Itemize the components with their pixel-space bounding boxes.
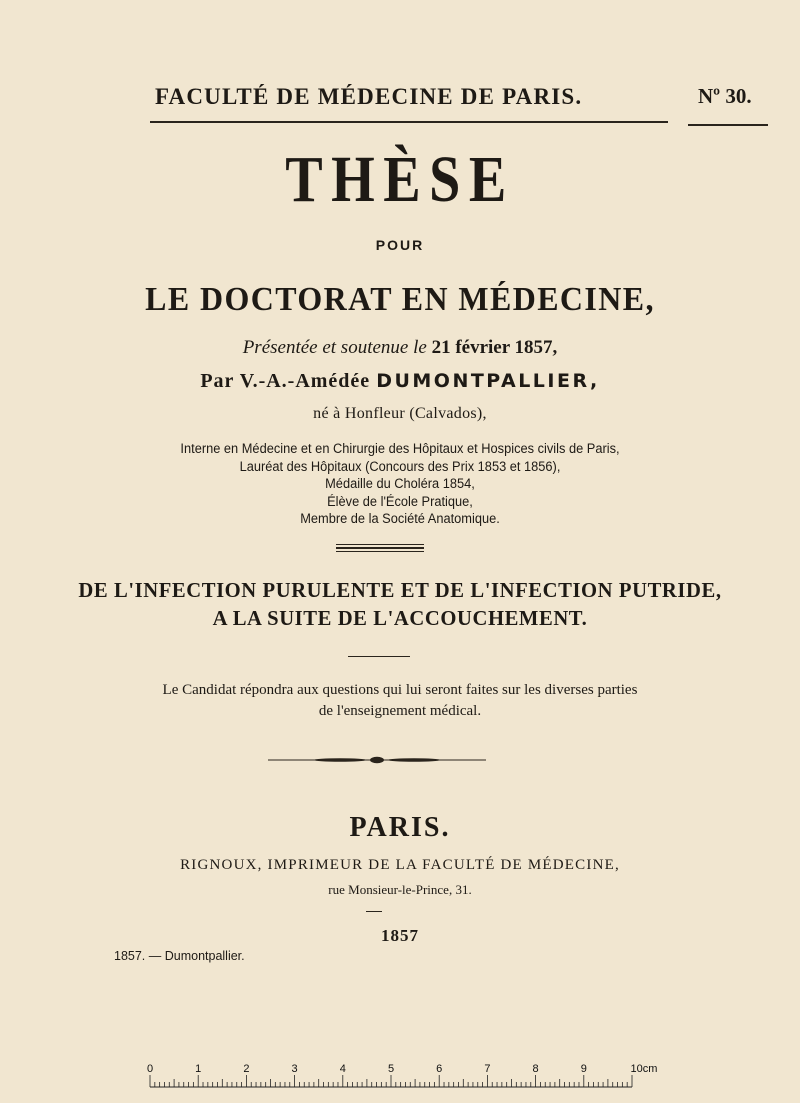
divider: [366, 911, 382, 912]
ruler-label: 1: [195, 1063, 202, 1075]
title-line: Médaille du Choléra 1854,: [325, 476, 475, 491]
header-rule-right: [688, 124, 768, 126]
these-heading: THÈSE: [285, 143, 515, 216]
title-line: Lauréat des Hôpitaux (Concours des Prix 1853 et 1856),: [239, 458, 561, 474]
subject-line-2: A LA SUITE DE L'ACCOUCHEMENT.: [212, 606, 588, 630]
presentation-line: [0, 337, 800, 359]
author-line: [0, 370, 800, 393]
author-prefix: Par V.-A.-Amédée: [200, 370, 371, 392]
city: PARIS.: [349, 812, 451, 843]
ruler-label: 7: [484, 1063, 491, 1075]
author-name: DUMONTPALLIER,: [376, 370, 600, 392]
divider: [336, 544, 424, 545]
ruler-label: 0: [146, 1063, 154, 1075]
candidate-line-1: Le Candidat répondra aux questions qui lui seront faites sur les diverses parties: [162, 682, 638, 698]
footer-note: 1857. — Dumontpallier.: [114, 949, 245, 963]
title-line: Membre de la Société Anatomique.: [300, 511, 500, 526]
ruler-label: 4: [339, 1063, 346, 1075]
thesis-subject: [16, 576, 784, 632]
birthplace: né à Honfleur (Calvados),: [313, 405, 487, 422]
divider: [348, 656, 410, 657]
ruler-label: 8: [532, 1063, 539, 1075]
thesis-number: Nº 30.: [698, 84, 752, 108]
scale-ruler: [0, 1060, 800, 1096]
ruler-label: 9: [580, 1063, 587, 1075]
title-line: Interne en Médecine et en Chirurgie des Hôpitaux et Hospices civils de Paris,: [180, 441, 620, 456]
ruler-label: 2: [243, 1063, 250, 1075]
ruler-label: 3: [291, 1063, 298, 1075]
publication-year: 1857: [381, 926, 419, 945]
ornamental-rule: [0, 754, 800, 766]
subject-line-1: DE L'INFECTION PURULENTE ET DE L'INFECTION PUTRIDE,: [78, 578, 722, 602]
printer: RIGNOUX, IMPRIMEUR DE LA FACULTÉ DE MÉDECINE,: [180, 857, 620, 873]
divider: [336, 547, 424, 549]
author-titles: [20, 440, 780, 528]
title-line: Élève de l'École Pratique,: [327, 493, 473, 509]
printer-address: rue Monsieur-le-Prince, 31.: [328, 882, 472, 897]
ruler-label: 10cm: [630, 1063, 658, 1075]
ruler-label: 5: [387, 1063, 395, 1075]
header: [0, 84, 800, 114]
divider: [336, 551, 424, 552]
ruler-label: 6: [436, 1063, 443, 1075]
faculty-title: FACULTÉ DE MÉDECINE DE PARIS.: [155, 84, 583, 109]
header-rule: [150, 121, 668, 123]
presentation-date: 21 février 1857,: [431, 337, 558, 358]
pour-label: POUR: [375, 237, 425, 253]
candidate-line-2: de l'enseignement médical.: [318, 703, 482, 719]
doctorat-heading: LE DOCTORAT EN MÉDECINE,: [145, 281, 655, 318]
presentation-text: Présentée et soutenue le: [242, 337, 427, 358]
candidate-notice: [0, 680, 800, 722]
